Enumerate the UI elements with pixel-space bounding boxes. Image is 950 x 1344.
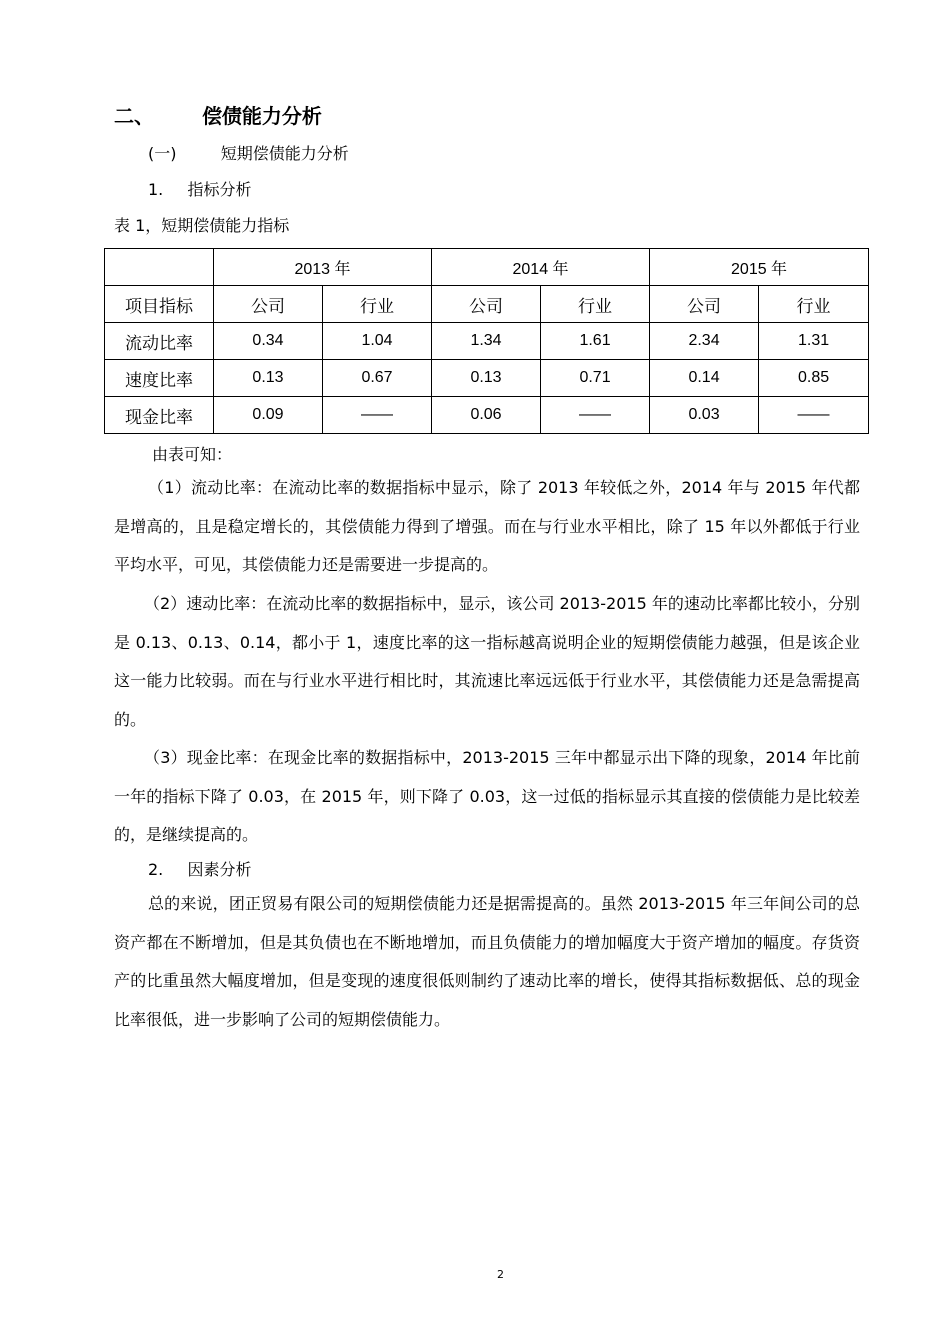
row-label: 流动比率 (105, 323, 214, 360)
paragraph-cash-ratio: （3）现金比率：在现金比率的数据指标中，2013-2015 三年中都显示出下降的现象，2014 年比前一年的指标下降了 0.03，在 2015 年，则下降了 0.03，这一过低的指标显示其直接的偿债能力是比较差的，是继续提高的。 (114, 748, 860, 845)
column-subheader: 行业 (541, 286, 650, 323)
table-cell: 0.13 (214, 360, 323, 397)
table-cell: 1.61 (541, 323, 650, 360)
section-title: 偿债能力分析 (201, 104, 322, 128)
section-number: 二、 (114, 104, 154, 128)
table-caption: 表 1，短期偿债能力指标 (114, 216, 290, 235)
table-cell: 0.85 (759, 360, 869, 397)
item-heading-1 (148, 177, 251, 200)
table-cell: 1.04 (323, 323, 432, 360)
item-heading-2 (148, 857, 251, 880)
paragraph-current-ratio: （1）流动比率：在流动比率的数据指标中显示，除了 2013 年较低之外，2014 年与 2015 年代都是增高的，且是稳定增长的，其偿债能力得到了增强。而在与行业水平相比，除了 15 年以外都低于行业平均水平，可见，其偿债能力还是需要进一步提高的。 (114, 478, 860, 575)
year-header: 2015 年 (650, 249, 869, 286)
page-number: 2 (497, 1268, 504, 1281)
table-cell: 0.34 (214, 323, 323, 360)
paragraph-factor-analysis: 总的来说，团正贸易有限公司的短期偿债能力还是据需提高的。虽然 2013-2015 年三年间公司的总资产都在不断增加，但是其负债也在不断地增加，而且负债能力的增加幅度大于资产增加的幅度。存货资产的比重虽然大幅度增加，但是变现的速度很低则制约了速动比率的增长，使得其指标数据低、总的现金比率很低，进一步影响了公司的短期偿债能力。 (114, 894, 860, 1029)
table-row-subheaders (105, 286, 869, 323)
column-subheader: 公司 (432, 286, 541, 323)
paragraph-quick-ratio: （2）速动比率：在流动比率的数据指标中，显示，该公司 2013-2015 年的速动比率都比较小，分别是 0.13、0.13、0.14，都小于 1，速度比率的这一指标越高说明企业的短期偿债能力越强，但是该企业这一能力比较弱。而在与行业水平进行相比时，其流速比率远远低于行业水平，其偿债能力还是急需提高的。 (114, 594, 860, 729)
liquidity-ratio-table (104, 248, 869, 434)
table-cell: —— (541, 397, 650, 434)
table-cell: 0.13 (432, 360, 541, 397)
item-title: 指标分析 (187, 180, 252, 199)
table-cell: 1.34 (432, 323, 541, 360)
table-cell: 2.34 (650, 323, 759, 360)
table-cell: 0.09 (214, 397, 323, 434)
table-row-years (105, 249, 869, 286)
year-header: 2014 年 (432, 249, 650, 286)
column-subheader: 行业 (323, 286, 432, 323)
table-cell: 0.71 (541, 360, 650, 397)
table-intro: 由表可知： (152, 445, 233, 464)
table-cell: 1.31 (759, 323, 869, 360)
row-label: 现金比率 (105, 397, 214, 434)
item-number: 2. (148, 860, 164, 879)
table-row (105, 360, 869, 397)
item-number: 1. (148, 180, 164, 199)
subsection-title: 短期偿债能力分析 (220, 144, 349, 163)
column-subheader: 公司 (650, 286, 759, 323)
row-label: 速度比率 (105, 360, 214, 397)
subsection-number: (一) (148, 144, 177, 163)
subsection-heading (148, 141, 349, 164)
table-cell: 0.06 (432, 397, 541, 434)
year-header: 2013 年 (214, 249, 432, 286)
row-header-label: 项目指标 (105, 286, 214, 323)
table-cell: —— (759, 397, 869, 434)
table-cell: 0.03 (650, 397, 759, 434)
table-corner-cell (105, 249, 214, 286)
table-cell: 0.14 (650, 360, 759, 397)
item-title: 因素分析 (187, 860, 252, 879)
section-heading (114, 100, 322, 129)
column-subheader: 公司 (214, 286, 323, 323)
table-cell: 0.67 (323, 360, 432, 397)
table-row (105, 323, 869, 360)
table-row (105, 397, 869, 434)
table-cell: —— (323, 397, 432, 434)
column-subheader: 行业 (759, 286, 869, 323)
